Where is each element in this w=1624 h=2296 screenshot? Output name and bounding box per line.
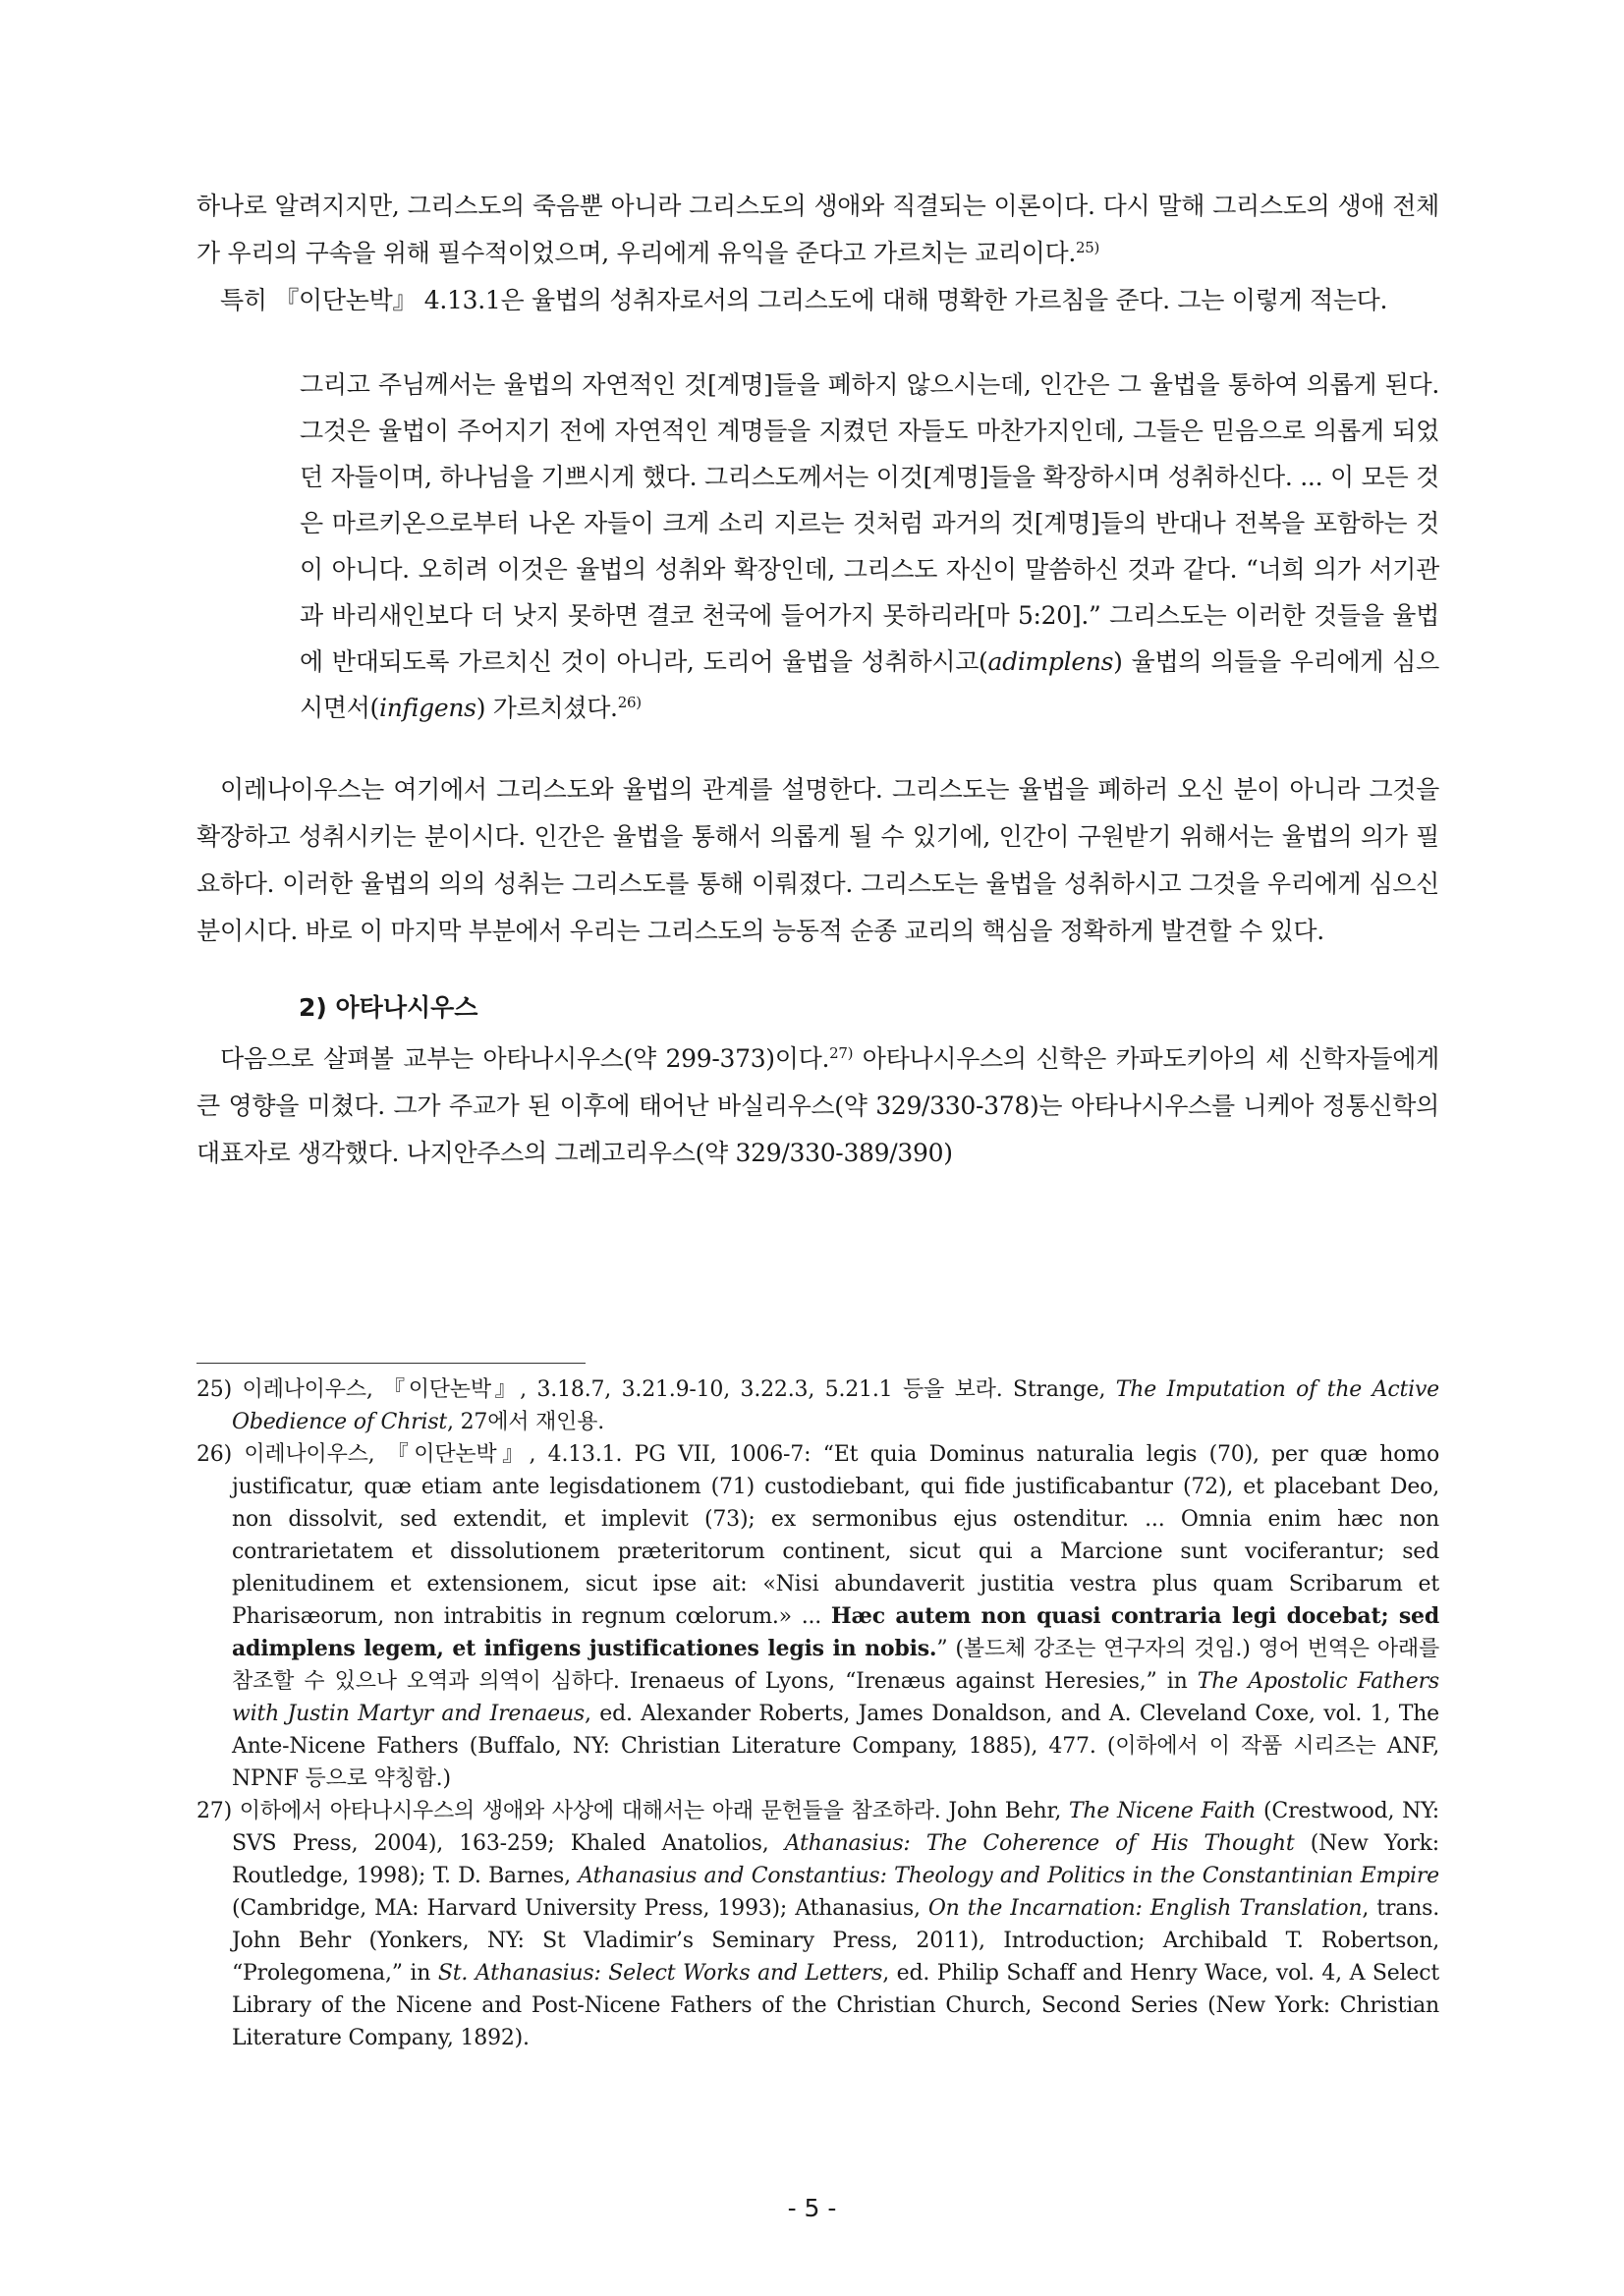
fn27-title-1: The Nicene Faith (1068, 1799, 1257, 1823)
fn27-text-3: (New York: Routledge, 1998); T. D. Barnes, (232, 1831, 1439, 1888)
page-number: - 5 - (787, 2194, 837, 2222)
quote-text-2: ) 율법의 의들을 우리에게 심으시면서( (300, 647, 1439, 722)
section-heading: 2) 아타나시우스 (299, 993, 478, 1022)
paragraph-3: 이레나이우스는 여기에서 그리스도와 율법의 관계를 설명한다. 그리스도는 율법을 폐하러 오신 분이 아니라 그것을 확장하고 성취시키는 분이시다. 인간은 율법을 통해서 의롭게 될 수 있기에, 인간이 구원받기 위해서는 율법의 의가 필요하다. 이러한 율법의 의의 성취는 그리스도를 통해 이뤄졌다. 그리스도는 율법을 성취하시고 그것을 우리에게 심으신 분이시다. 바로 이 마지막 부분에서 우리는 그리스도의 능동적 순종 교리의 핵심을 정확하게 발견할 수 있다. (196, 775, 1439, 945)
fn27-title-4: On the Incarnation: English Translation (927, 1896, 1363, 1921)
footnote-ref-25[interactable]: 25) (1076, 239, 1100, 256)
quote-latin-adimplens: adimplens (987, 647, 1114, 676)
fn26-bold: Hæc autem non quasi contraria legi docebat; sed adimplens legem, et infigens justificationes legis in nobis. (232, 1603, 1439, 1661)
footnote-divider (196, 1363, 586, 1364)
fn27-text-4: (Cambridge, MA: Harvard University Press, 1993); Athanasius, (232, 1896, 928, 1921)
paragraph-1-text: 하나로 알려지지만, 그리스도의 죽음뿐 아니라 그리스도의 생애와 직결되는 이론이다. 다시 말해 그리스도의 생애 전체가 우리의 구속을 위해 필수적이었으며, 우리에게 유익을 준다고 가르치는 교리이다. (196, 192, 1439, 267)
footnote-25 (196, 1373, 1439, 1438)
quote-text-3: ) 가르치셨다. (476, 694, 618, 722)
fn27-text-5: , trans. John Behr (Yonkers, NY: St Vladimir’s Seminary Press, 2011), Introduction; Archibald T. Robertson, “Prolegomena,” in (232, 1896, 1440, 1986)
footnote-27 (196, 1795, 1439, 2054)
fn27-title-3: Athanasius and Constantius: Theology and Politics in the Constantinian Empire (578, 1864, 1440, 1888)
footnote-26 (196, 1438, 1439, 1795)
block-quote (300, 362, 1439, 731)
paragraph-4 (196, 1036, 1439, 1177)
fn27-title-2: Athanasius: The Coherence of His Thought (784, 1831, 1295, 1856)
paragraph-2: 특히 『이단논박』 4.13.1은 율법의 성취자로서의 그리스도에 대해 명확한 가르침을 준다. 그는 이렇게 적는다. (220, 286, 1388, 314)
fn26-text: 26) 이레나이우스, 『이단논박』, 4.13.1. PG VII, 1006-7: “Et quia Dominus naturalia legis (70), per quæ homo justificatur, quæ etiam ante legisdationem (71) custodiebant, qui fide justificabantur (72), et placebant Deo, non dissolvit, sed extendit, et implevit (73); ex sermonibus ejus ostenditur. ... Omnia enim hæc non contrarietatem et dissolutionem præteritorum continent, sicut qui a Marcione sunt vociferantur; sed plenitudinem et extensionem, sicut ipse ait: «Nisi abundaverit justitia vestra plus quam Scribarum et Pharisæorum, non intrabitis in regnum cœlorum.» ... (196, 1442, 1439, 1629)
fn25-text: 25) 이레나이우스, 『이단논박』, 3.18.7, 3.21.9-10, 3.22.3, 5.21.1 등을 보라. Strange, (196, 1377, 1116, 1402)
fn27-text-2: (Crestwood, NY: SVS Press, 2004), 163-259; Khaled Anatolios, (232, 1799, 1439, 1856)
fn26-title: The Apostolic Fathers with Justin Martyr and Irenaeus (232, 1669, 1439, 1726)
paragraph-4-text-2: 아타나시우스의 신학은 카파도키아의 세 신학자들에게 큰 영향을 미쳤다. 그가 주교가 된 이후에 태어난 바실리우스(약 329/330-378)는 아타나시우스를 니케아 정통신학의 대표자로 생각했다. 나지안주스의 그레고리우스(약 329/330-389/390) (196, 1044, 1439, 1167)
fn25-title: The Imputation of the Active Obedience of Christ (232, 1377, 1439, 1434)
quote-text: 그리고 주님께서는 율법의 자연적인 것[계명]들을 폐하지 않으시는데, 인간은 그 율법을 통하여 의롭게 된다. 그것은 율법이 주어지기 전에 자연적인 계명들을 지켰던 자들도 마찬가지인데, 그들은 믿음으로 의롭게 되었던 자들이며, 하나님을 기쁘시게 했다. 그리스도께서는 이것[계명]들을 확장하시며 성취하신다. ... 이 모든 것은 마르키온으로부터 나온 자들이 크게 소리 지르는 것처럼 과거의 것[계명]들의 반대나 전복을 포함하는 것이 아니다. 오히려 이것은 율법의 성취와 확장인데, 그리스도 자신이 말씀하신 것과 같다. “너희 의가 서기관과 바리새인보다 더 낫지 못하면 결코 천국에 들어가지 못하리라[마 5:20].” 그리스도는 이러한 것들을 율법에 반대되도록 가르치신 것이 아니라, 도리어 율법을 성취하시고( (300, 370, 1440, 676)
fn25-text-2: , 27에서 재인용. (447, 1410, 605, 1434)
fn27-text-6: , ed. Philip Schaff and Henry Wace, vol. 4, A Select Library of the Nicene and Post-Nicene Fathers of the Christian Church, Second Series (New York: Christian Literature Company, 1892). (232, 1961, 1439, 2050)
fn26-text-3: , ed. Alexander Roberts, James Donaldson, and A. Cleveland Coxe, vol. 1, The Ante-Nicene Fathers (Buffalo, NY: Christian Literature Company, 1885), 477. (이하에서 이 작품 시리즈는 ANF, NPNF 등으로 약칭함.) (232, 1702, 1439, 1791)
page-body (196, 183, 1439, 1177)
fn26-text-2: ” (볼드체 강조는 연구자의 것임.) 영어 번역은 아래를 참조할 수 있으나 오역과 의역이 심하다. Irenaeus of Lyons, “Irenæus against Heresies,” in (232, 1637, 1440, 1694)
paragraph-4-text: 다음으로 살펴볼 교부는 아타나시우스(약 299-373)이다. (220, 1044, 830, 1073)
footnote-ref-27[interactable]: 27) (829, 1044, 854, 1062)
fn27-text: 27) 이하에서 아타나시우스의 생애와 사상에 대해서는 아래 문헌들을 참조하라. John Behr, (196, 1799, 1069, 1823)
paragraph-1 (196, 183, 1439, 277)
footnote-ref-26[interactable]: 26) (617, 694, 642, 711)
fn27-title-5: St. Athanasius: Select Works and Letters (437, 1961, 883, 1986)
footnotes (196, 1373, 1439, 2054)
quote-latin-infigens: infigens (379, 694, 476, 722)
